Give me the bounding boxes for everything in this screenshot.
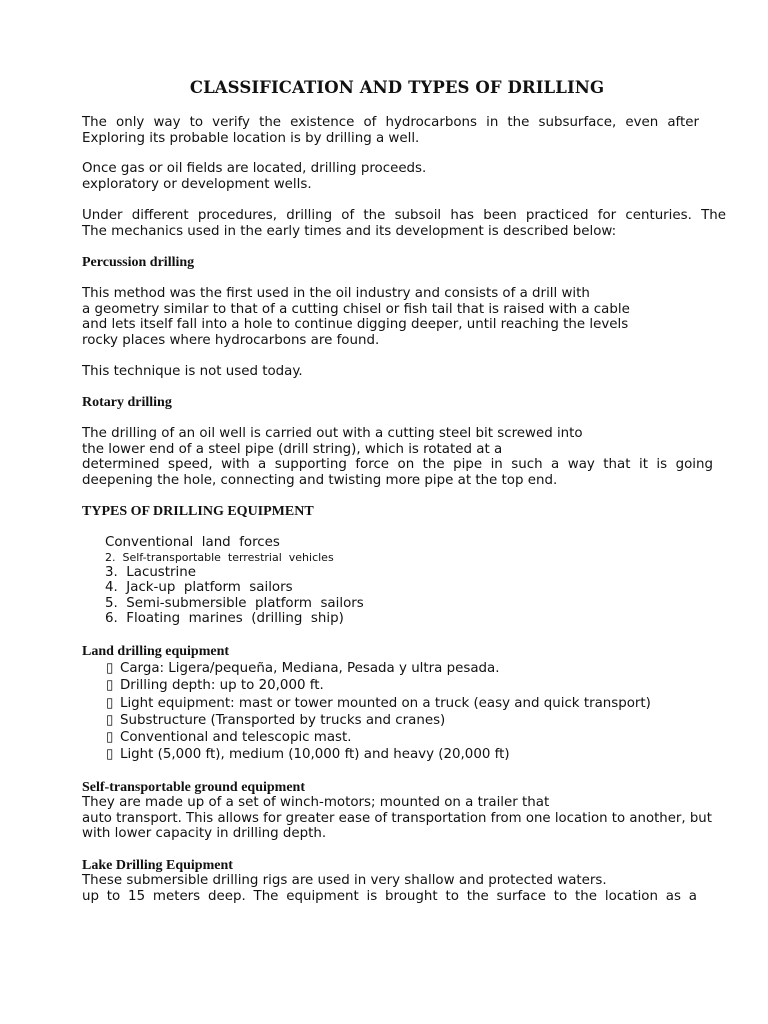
bullet-icon: ▯ bbox=[106, 730, 114, 746]
section-heading-percussion: Percussion drilling bbox=[82, 255, 195, 270]
paragraph-line: with lower capacity in drilling depth. bbox=[82, 826, 327, 842]
section-heading-lake: Lake Drilling Equipment bbox=[82, 858, 233, 873]
section-heading-rotary: Rotary drilling bbox=[82, 395, 172, 410]
procedures-paragraph bbox=[82, 208, 726, 239]
paragraph-line: and lets itself fall into a hole to continue digging deeper, until reaching the levels bbox=[82, 317, 629, 333]
list-item bbox=[106, 729, 651, 746]
list-item: Conventional land forces bbox=[105, 535, 280, 550]
paragraph-line: This technique is not used today. bbox=[82, 364, 303, 379]
rotary-paragraph bbox=[82, 426, 713, 488]
section-heading-self-transportable: Self-transportable ground equipment bbox=[82, 780, 305, 795]
bullet-icon: ▯ bbox=[106, 678, 114, 694]
percussion-note bbox=[82, 364, 303, 380]
paragraph-line: a geometry similar to that of a cutting chisel or fish tail that is raised with a cable bbox=[82, 301, 630, 317]
section-heading-equipment-types: TYPES OF DRILLING EQUIPMENT bbox=[82, 504, 314, 519]
list-item-text: Drilling depth: up to 20,000 ft. bbox=[120, 678, 324, 694]
list-item-text: Substructure (Transported by trucks and cranes) bbox=[120, 712, 446, 728]
paragraph-line: exploratory or development wells. bbox=[82, 176, 312, 192]
paragraph-line: Once gas or oil fields are located, drilling proceeds. bbox=[82, 161, 427, 176]
list-item bbox=[106, 677, 651, 694]
paragraph-line: They are made up of a set of winch-motors; mounted on a trailer that bbox=[82, 795, 550, 810]
self-transportable-paragraph bbox=[82, 795, 762, 842]
list-item bbox=[106, 712, 651, 729]
section-heading-land: Land drilling equipment bbox=[82, 644, 230, 659]
paragraph-line: determined speed, with a supporting force on the pipe in such a way that it is going bbox=[82, 457, 713, 473]
paragraph-line: These submersible drilling rigs are used in very shallow and protected waters. bbox=[82, 873, 607, 888]
paragraph-line: This method was the first used in the oil industry and consists of a drill with bbox=[82, 286, 590, 301]
paragraph-line: deepening the hole, connecting and twisting more pipe at the top end. bbox=[82, 472, 558, 488]
paragraph-line: The drilling of an oil well is carried out with a cutting steel bit screwed into bbox=[82, 426, 583, 441]
list-item: 6. Floating marines (drilling ship) bbox=[105, 611, 344, 627]
list-item-text: Light (5,000 ft), medium (10,000 ft) and heavy (20,000 ft) bbox=[120, 747, 510, 763]
paragraph-line: the lower end of a steel pipe (drill string), which is rotated at a bbox=[82, 441, 503, 457]
paragraph-line: The only way to verify the existence of hydrocarbons in the subsurface, even after bbox=[82, 115, 699, 130]
list-item: 4. Jack-up platform sailors bbox=[105, 580, 293, 596]
list-item bbox=[106, 695, 651, 712]
list-item-text: Conventional and telescopic mast. bbox=[120, 730, 352, 746]
lake-paragraph bbox=[82, 873, 697, 904]
paragraph-line: up to 15 meters deep. The equipment is brought to the surface to the location as a bbox=[82, 888, 697, 904]
list-item-text: Carga: Ligera/pequeña, Mediana, Pesada y ultra pesada. bbox=[120, 661, 500, 676]
paragraph-line: rocky places where hydrocarbons are found. bbox=[82, 332, 380, 348]
paragraph-line: auto transport. This allows for greater ease of transportation from one location to another, but bbox=[82, 810, 712, 826]
intro-paragraph bbox=[82, 115, 699, 146]
fields-paragraph bbox=[82, 161, 426, 192]
list-item: 2. Self-transportable terrestrial vehicles bbox=[105, 550, 334, 564]
percussion-paragraph bbox=[82, 286, 630, 348]
list-item: 3. Lacustrine bbox=[105, 564, 196, 580]
paragraph-line: Under different procedures, drilling of the subsoil has been practiced for centuries. The bbox=[82, 208, 726, 223]
paragraph-line: Exploring its probable location is by drilling a well. bbox=[82, 130, 420, 146]
document-title: CLASSIFICATION AND TYPES OF DRILLING bbox=[189, 78, 605, 97]
bullet-icon: ▯ bbox=[106, 747, 114, 763]
bullet-icon: ▯ bbox=[106, 695, 114, 711]
list-item bbox=[106, 660, 651, 677]
equipment-types-list bbox=[105, 535, 364, 627]
paragraph-line: The mechanics used in the early times and its development is described below: bbox=[82, 223, 617, 239]
list-item bbox=[106, 746, 651, 763]
land-equipment-list bbox=[106, 660, 651, 764]
list-item: 5. Semi-submersible platform sailors bbox=[105, 595, 364, 611]
bullet-icon: ▯ bbox=[106, 661, 114, 676]
bullet-icon: ▯ bbox=[106, 712, 114, 728]
list-item-text: Light equipment: mast or tower mounted on a truck (easy and quick transport) bbox=[120, 695, 651, 711]
